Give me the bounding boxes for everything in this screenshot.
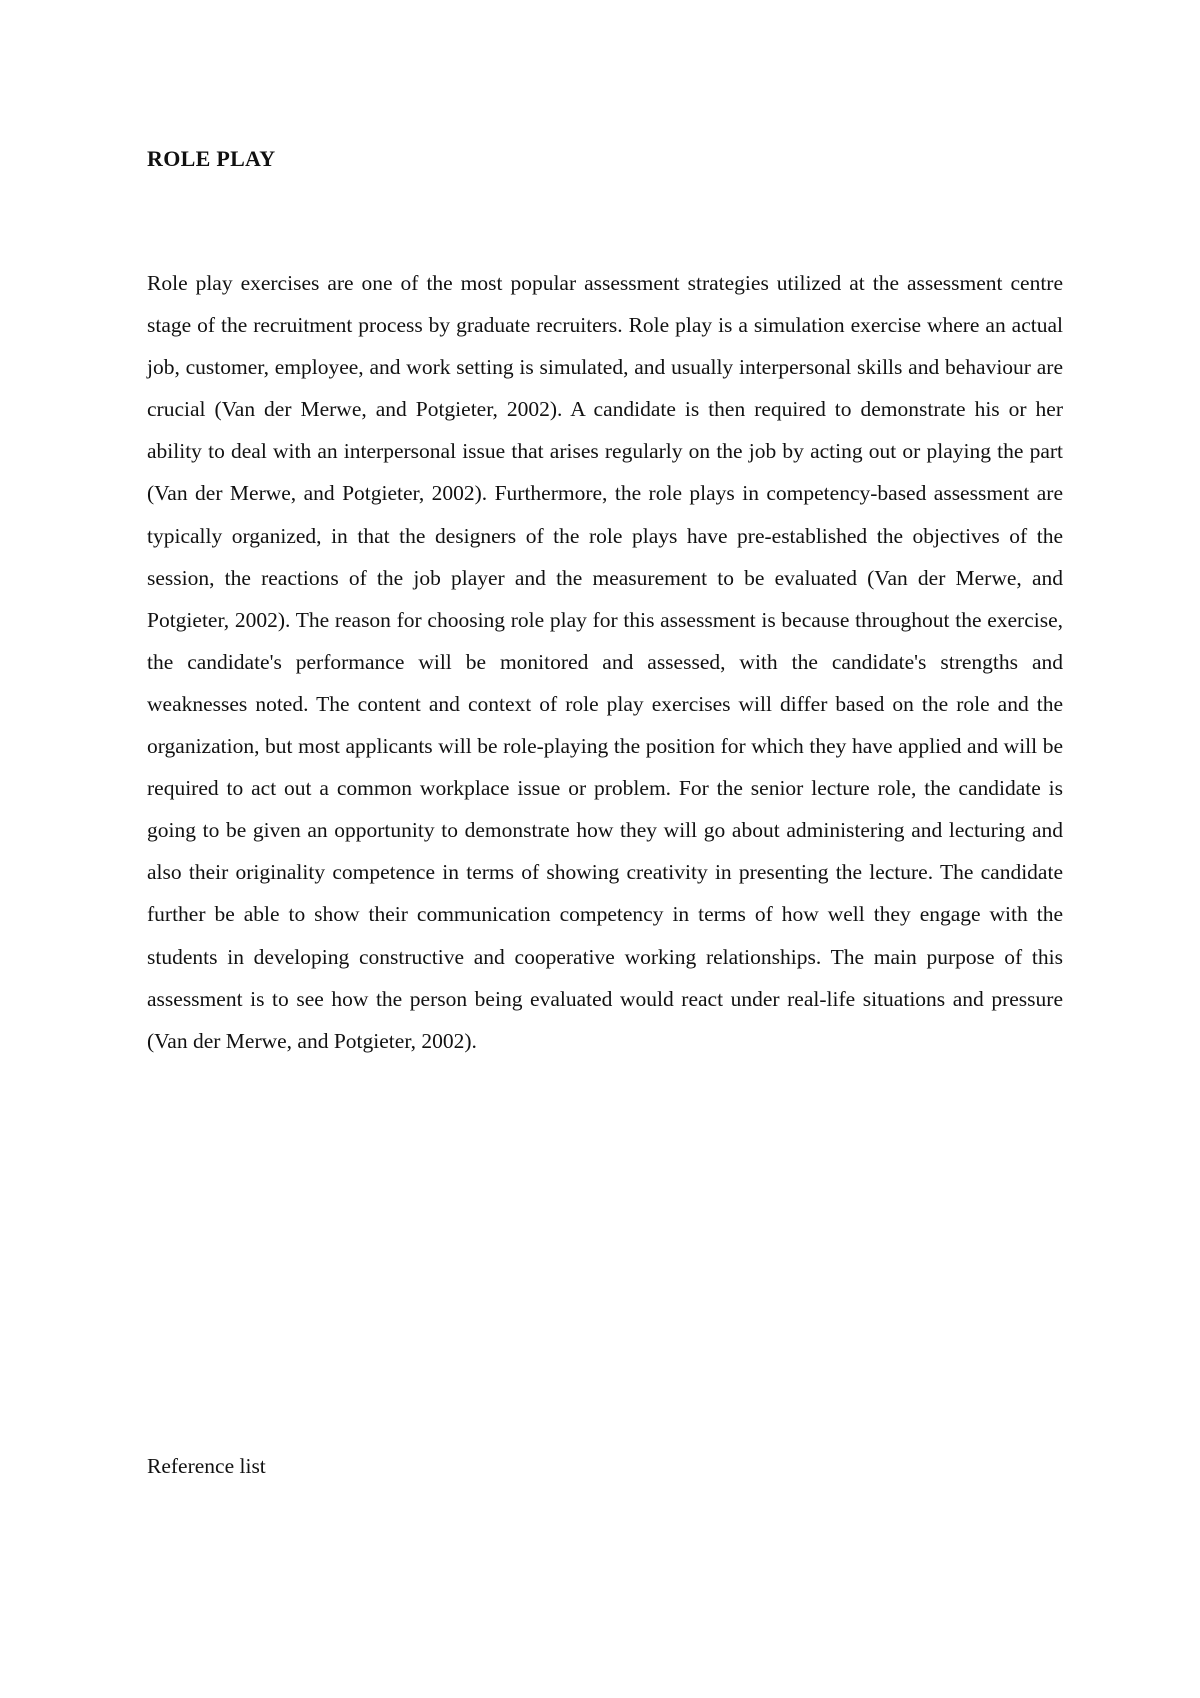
section-heading: ROLE PLAY bbox=[147, 146, 276, 171]
body-paragraph: Role play exercises are one of the most popular assessment strategies utilized at the assessment centre stage of the recruitment process by graduate recruiters. Role play is a simulation exercise where an actual job, customer, employee, and work setting is simulated, and usually interpersonal skills and behaviour are crucial (Van der Merwe, and Potgieter, 2002). A candidate is then required to demonstrate his or her ability to deal with an interpersonal issue that arises regularly on the job by acting out or playing the part (Van der Merwe, and Potgieter, 2002). Furthermore, the role plays in competency-based assessment are typically organized, in that the designers of the role plays have pre-established the objectives of the session, the reactions of the job player and the measurement to be evaluated (Van der Merwe, and Potgieter, 2002). The reason for choosing role play for this assessment is because throughout the exercise, the candidate's performance will be monitored and assessed, with the candidate's strengths and weaknesses noted. The content and context of role play exercises will differ based on the role and the organization, but most applicants will be role-playing the position for which they have applied and will be required to act out a common workplace issue or problem. For the senior lecture role, the candidate is going to be given an opportunity to demonstrate how they will go about administering and lecturing and also their originality competence in terms of showing creativity in presenting the lecture. The candidate further be able to show their communication competency in terms of how well they engage with the students in developing constructive and cooperative working relationships. The main purpose of this assessment is to see how the person being evaluated would react under real-life situations and pressure (Van der Merwe, and Potgieter, 2002). bbox=[147, 271, 1063, 1053]
reference-list-heading: Reference list bbox=[147, 1454, 266, 1478]
